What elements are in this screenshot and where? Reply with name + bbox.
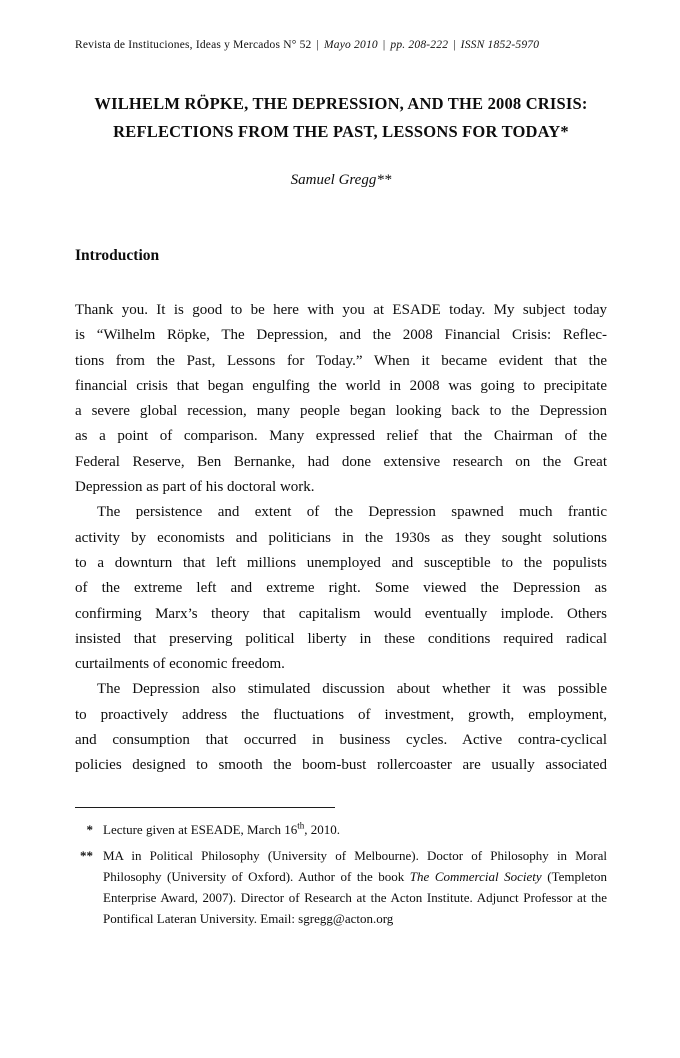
body-line: and consumption that occurred in business cycles. Active contra-cyclical: [75, 732, 607, 749]
footnote-2: [75, 845, 607, 929]
footnote-separator-rule: [75, 807, 335, 808]
body-line: tions from the Past, Lessons for Today.” When it became evident that the: [75, 352, 607, 369]
footnote-1-text: [103, 819, 607, 840]
article-body: [75, 298, 607, 779]
header-separator: |: [453, 39, 456, 51]
footnote-2-text-end: (Templeton Enterprise Award, 2007). Director of Research at the Acton Institute. Adjunct Professor at the Pontifical Lateran University. Email: sgregg@acton.org: [103, 868, 607, 926]
article-title: [75, 90, 607, 146]
body-line: as a point of comparison. Many expressed relief that the Chairman of the: [75, 428, 607, 445]
footnote-1: [75, 819, 607, 840]
journal-name: Revista de Instituciones, Ideas y Mercados N° 52: [75, 39, 312, 51]
footnotes: [75, 819, 607, 929]
body-line: to proactively address the fluctuations of investment, growth, employment,: [75, 706, 607, 723]
body-line: The Depression also stimulated discussion about whether it was possible: [97, 681, 607, 698]
footnote-2-text-start: MA in Political Philosophy (University of Melbourne). Doctor of Philosophy in Moral Philosophy (University of Oxford). Author of the book: [103, 847, 607, 884]
journal-page-range: pp. 208-222: [390, 39, 449, 51]
body-line: Thank you. It is good to be here with you at ESADE today. My subject today: [75, 302, 607, 318]
journal-issue-date: Mayo 2010: [324, 39, 378, 51]
article-title-line1: WILHELM RÖPKE, THE DEPRESSION, AND THE 2008 CRISIS:: [94, 94, 588, 113]
body-line: The persistence and extent of the Depression spawned much frantic: [97, 504, 607, 521]
body-line: activity by economists and politicians in the 1930s as they sought solutions: [75, 529, 607, 546]
footnote-1-ordinal-suffix: th: [297, 820, 305, 831]
journal-header: [75, 38, 607, 53]
body-line: of the extreme left and extreme right. Some viewed the Depression as: [75, 580, 607, 597]
footnote-1-text-start: Lecture given at ESEADE, March 16: [103, 821, 298, 837]
paragraph: [75, 500, 607, 677]
body-line: is “Wilhelm Röpke, The Depression, and the 2008 Financial Crisis: Reflec-: [75, 327, 607, 344]
body-line: Depression as part of his doctoral work.: [75, 479, 315, 496]
body-line: Federal Reserve, Ben Bernanke, had done extensive research on the Great: [75, 453, 607, 470]
body-line: insisted that preserving political liberty in these conditions required radical: [75, 630, 607, 647]
body-line: policies designed to smooth the boom-bust rollercoaster are usually associated: [75, 757, 607, 774]
author-name: Samuel Gregg**: [290, 172, 392, 188]
header-separator: |: [316, 39, 319, 51]
footnote-1-marker: *: [86, 821, 93, 837]
body-line: a severe global recession, many people began looking back to the Depression: [75, 403, 607, 420]
article-title-line2: REFLECTIONS FROM THE PAST, LESSONS FOR TODAY*: [113, 122, 569, 141]
journal-issn: ISSN 1852-5970: [460, 39, 540, 51]
footnote-2-marker: **: [80, 847, 93, 863]
footnote-2-text: [103, 845, 607, 929]
body-line: to a downturn that left millions unemployed and susceptible to the populists: [75, 554, 607, 571]
paragraph: [75, 298, 607, 500]
footnote-1-text-end: , 2010.: [304, 821, 340, 837]
body-line: curtailments of economic freedom.: [75, 656, 285, 673]
paragraph: [75, 677, 607, 778]
body-line: confirming Marx’s theory that capitalism would eventually implode. Others: [75, 605, 607, 622]
section-heading-introduction: Introduction: [75, 247, 160, 264]
footnote-2-book-title: The Commercial Society: [409, 868, 542, 884]
body-line: financial crisis that began engulfing the world in 2008 was going to precipitate: [75, 377, 607, 394]
header-separator: |: [382, 39, 386, 51]
